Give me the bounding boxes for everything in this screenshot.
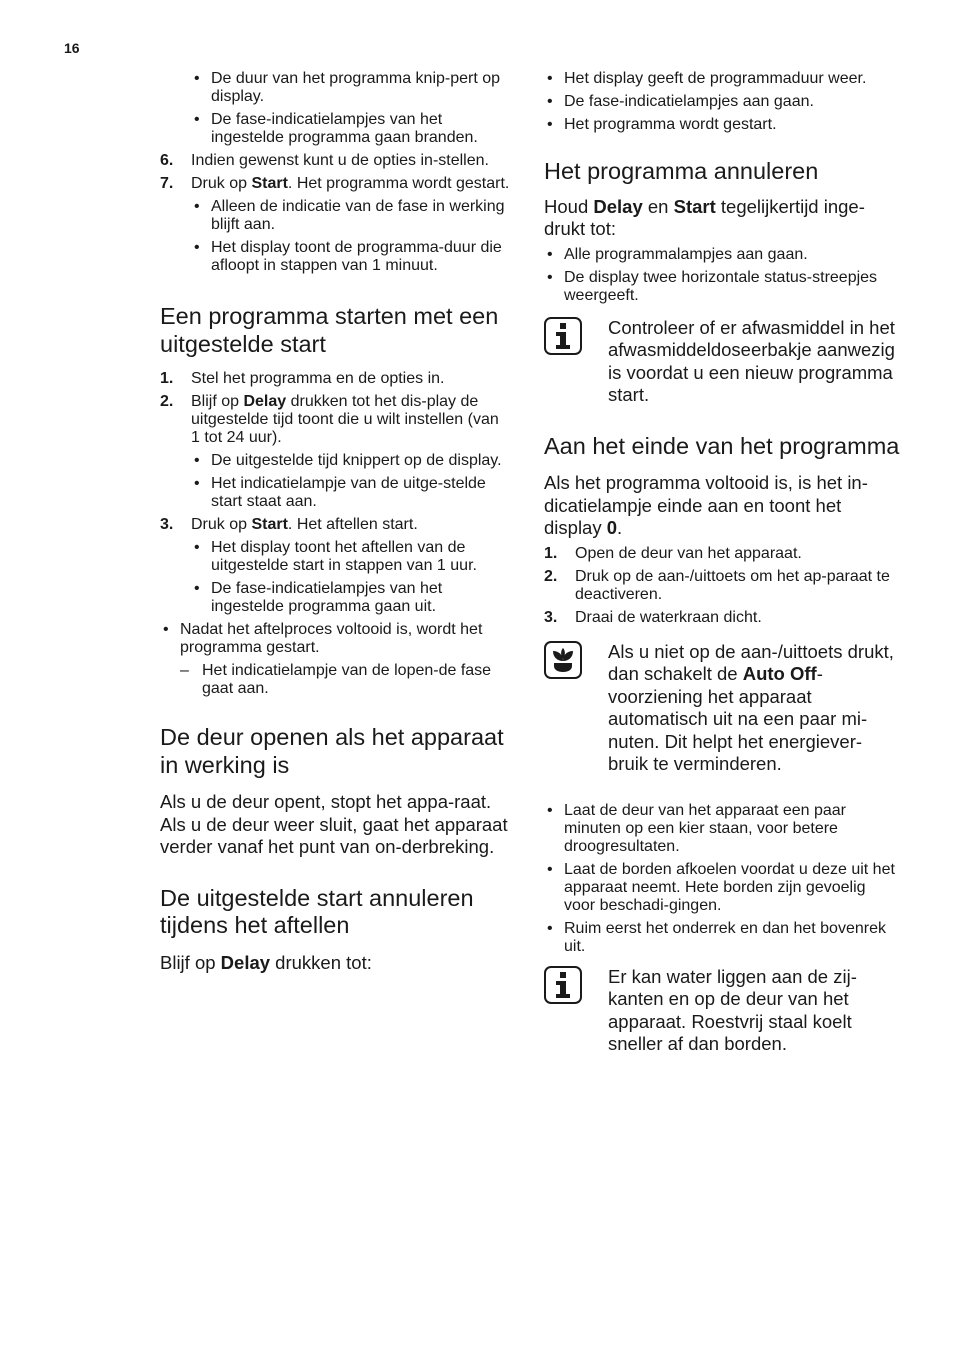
text: Blijf op (160, 951, 221, 973)
start-keyword: Start (673, 195, 716, 217)
step-number: 3. (160, 516, 174, 533)
text: . (617, 517, 623, 538)
start-keyword: Start (251, 516, 288, 533)
display-value: 0 (606, 517, 618, 538)
paragraph-program-end (544, 472, 900, 540)
info-note (544, 966, 900, 1056)
step-7 (160, 175, 512, 193)
text: -voorziening het apparaat automatisch uit na een paar mi-nuten. Dit helpt het energiever-bruik te verminderen. (608, 663, 868, 774)
delay-step-3 (160, 516, 512, 534)
heading-cancel-delay: De uitgestelde start annuleren tijdens het aftellen (160, 884, 474, 938)
list-item: • Het display geeft de programmaduur weer. (544, 70, 900, 88)
delay-keyword: Delay (243, 393, 287, 410)
end-step-3 (544, 609, 900, 627)
text: Als het programma voltooid is, is het in-dicatielampje einde aan en toont het display (544, 472, 868, 538)
start-keyword: Start (251, 175, 288, 192)
step-text: Open de deur van het apparaat. (575, 544, 802, 562)
right-column (544, 70, 900, 1056)
step-number: 1. (160, 370, 174, 387)
eco-note (544, 641, 900, 776)
list-item: • De fase-indicatielampjes van het ingestelde programma gaan uit. (191, 580, 512, 616)
list-item: • Laat de deur van het apparaat een paar minuten op een kier staan, voor betere droogresultaten. (544, 802, 900, 856)
list-item: • De uitgestelde tijd knippert op de display. (191, 452, 512, 470)
text: tegelijkertijd inge-drukt tot: (544, 195, 865, 239)
step-text: Druk op de aan-/uittoets om het ap-paraat te deactiveren. (575, 567, 890, 603)
step-text: Indien gewenst kunt u de opties in-stellen. (191, 152, 489, 169)
text: en (642, 195, 674, 217)
list-item: • De fase-indicatielampjes aan gaan. (544, 93, 900, 111)
note-text: Er kan water liggen aan de zij-kanten en op de deur van het apparaat. Roestvrij staal koelt sneller af dan borden. (608, 965, 857, 1054)
list-item: • Ruim eerst het onderrek en dan het bovenrek uit. (544, 920, 900, 956)
left-column (160, 70, 512, 974)
heading-door-open: De deur openen als het apparaat in werking is (160, 724, 504, 778)
step-number: 6. (160, 152, 174, 169)
dash-item: – Het indicatielampje van de lopen-de fase gaat aan. (160, 662, 512, 698)
list-item: • De duur van het programma knip-pert op display. (191, 70, 512, 106)
step-number: 2. (544, 567, 558, 585)
step-number: 3. (544, 608, 558, 626)
list-item: • Het display toont de programma-duur die afloopt in stappen van 1 minuut. (191, 239, 512, 275)
note-text (608, 641, 900, 776)
list-item: • Het indicatielampje van de uitge-stelde start staat aan. (191, 475, 512, 511)
note-text: Controleer of er afwasmiddel in het afwasmiddeldoseerbakje aanwezig is voordat u een nieuw programma start. (608, 316, 895, 405)
end-step-1 (544, 545, 900, 563)
paragraph-cancel-delay (160, 952, 512, 975)
heading-cancel-program: Het programma annuleren (544, 158, 819, 184)
info-icon (544, 966, 582, 1004)
paragraph-door-open: Als u de deur opent, stopt het appa-raat. Als u de deur weer sluit, gaat het apparaat verder vanaf het punt van on-derbreking. (160, 791, 508, 857)
info-icon (544, 317, 582, 355)
info-note (544, 317, 900, 407)
step-text: Druk op (191, 175, 252, 192)
text: Als u niet op de aan-/uittoets drukt, dan schakelt de (608, 640, 894, 684)
heading-program-end: Aan het einde van het programma (544, 432, 900, 459)
list-item: • De display twee horizontale status-streepjes weergeeft. (544, 269, 900, 305)
auto-off-keyword: Auto Off (742, 663, 817, 684)
step-6 (160, 152, 512, 170)
list-item: • Alle programmalampjes aan gaan. (544, 246, 900, 264)
step-number: 2. (160, 393, 174, 410)
page-number: 16 (64, 40, 80, 56)
list-item: • Nadat het aftelproces voltooid is, wordt het programma gestart. (160, 621, 512, 657)
end-step-2 (544, 568, 900, 604)
list-item: • Het display toont het aftellen van de uitgestelde start in stappen van 1 uur. (191, 539, 512, 575)
delay-keyword: Delay (593, 195, 643, 217)
step-text: Druk op (191, 516, 252, 533)
list-item: • De fase-indicatielampjes van het ingestelde programma gaan branden. (191, 111, 512, 147)
delay-step-1 (160, 370, 512, 388)
list-item: • Alleen de indicatie van de fase in werking blijft aan. (191, 198, 512, 234)
heading-delayed-start: Een programma starten met een uitgestelde start (160, 303, 499, 357)
step-text: Blijf op (191, 393, 244, 410)
eco-leaf-icon (544, 641, 582, 679)
step-text: . Het aftellen start. (287, 516, 418, 533)
step-text: Stel het programma en de opties in. (191, 370, 445, 387)
step-number: 1. (544, 544, 558, 562)
step-text: drukken tot het dis-play de uitgestelde tijd toont die u wilt instellen (van 1 tot 24 uur). (191, 393, 499, 446)
step-text: . Het programma wordt gestart. (287, 175, 510, 192)
step-number: 7. (160, 175, 174, 192)
list-item: • Laat de borden afkoelen voordat u deze uit het apparaat neemt. Hete borden zijn gevoelig voor beschadi-gingen. (544, 861, 900, 915)
paragraph-cancel-program (544, 196, 900, 241)
delay-keyword: Delay (220, 951, 271, 973)
step-text: Draai de waterkraan dicht. (575, 608, 762, 626)
delay-step-2 (160, 393, 512, 447)
list-item: • Het programma wordt gestart. (544, 116, 900, 134)
text: drukken tot: (270, 951, 372, 973)
text: Houd (544, 195, 594, 217)
